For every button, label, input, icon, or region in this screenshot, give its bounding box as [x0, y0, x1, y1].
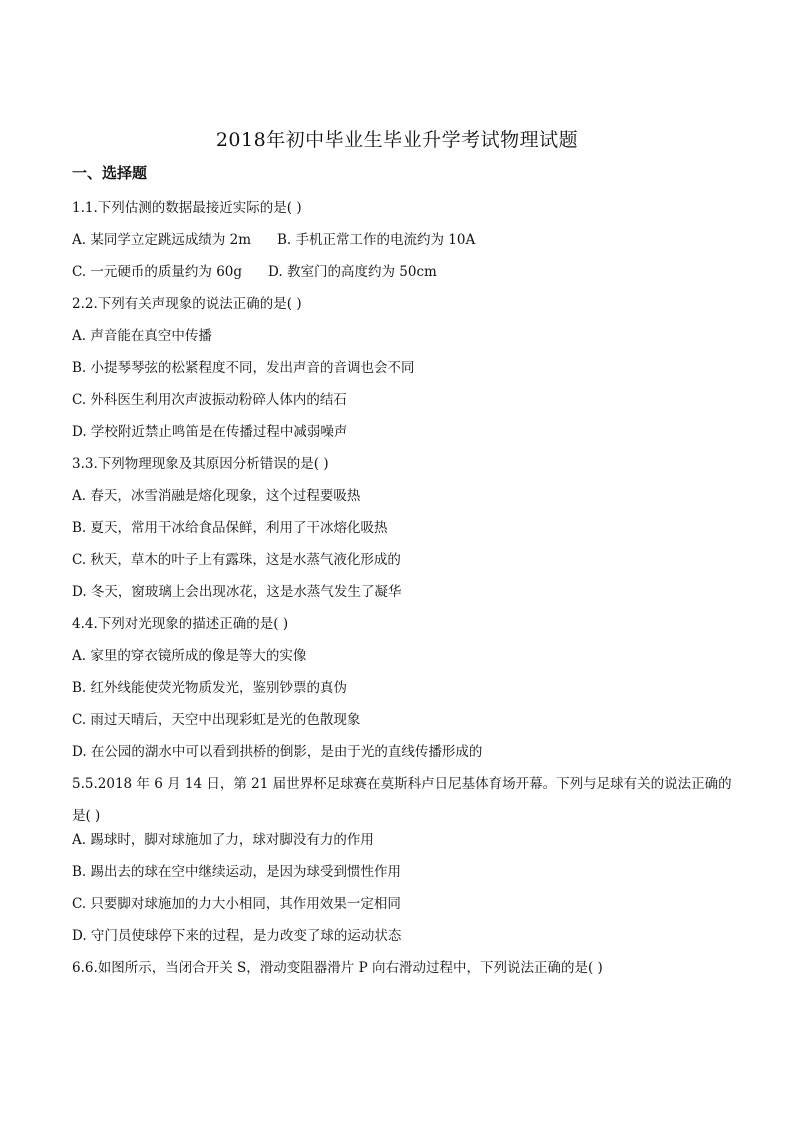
- question-stem-3: 3.3.下列物理现象及其原因分析错误的是( ): [72, 456, 329, 472]
- option-5d: D. 守门员使球停下来的过程，是力改变了球的运动状态: [72, 928, 402, 944]
- option-row: [72, 260, 732, 292]
- option-1d: D. 教室门的高度约为 50cm: [268, 264, 437, 280]
- question-list: [72, 196, 732, 988]
- option-5b: B. 踢出去的球在空中继续运动，是因为球受到惯性作用: [72, 864, 402, 880]
- option-2c: C. 外科医生利用次声波振动粉碎人体内的结石: [72, 392, 347, 408]
- option-1a: A. 某同学立定跳远成绩为 2m: [72, 232, 252, 248]
- question-stem-4: 4.4.下列对光现象的描述正确的是( ): [72, 616, 289, 632]
- question-stem-5: 5.5.2018 年 6 月 14 日，第 21 届世界杯足球赛在莫斯科卢日尼基体育场开幕。下列与足球有关的说法正确的是( ): [72, 776, 732, 824]
- option-3d: D. 冬天，窗玻璃上会出现冰花，这是水蒸气发生了凝华: [72, 584, 402, 600]
- option-4b: B. 红外线能使荧光物质发光，鉴别钞票的真伪: [72, 680, 348, 696]
- option-1c: C. 一元硬币的质量约为 60g: [72, 264, 243, 280]
- option-2b: B. 小提琴琴弦的松紧程度不同，发出声音的音调也会不同: [72, 360, 415, 376]
- option-2d: D. 学校附近禁止鸣笛是在传播过程中减弱噪声: [72, 424, 348, 440]
- option-3b: B. 夏天，常用干冰给食品保鲜，利用了干冰熔化吸热: [72, 520, 388, 536]
- option-3c: C. 秋天，草木的叶子上有露珠，这是水蒸气液化形成的: [72, 552, 401, 568]
- question-stem-2: 2.2.下列有关声现象的说法正确的是( ): [72, 296, 302, 312]
- question-stem-6: 6.6.如图所示，当闭合开关 S，滑动变阻器滑片 P 向右滑动过程中，下列说法正确的是( ): [72, 960, 603, 976]
- option-row: [72, 228, 732, 260]
- option-1b: B. 手机正常工作的电流约为 10A: [277, 232, 476, 248]
- option-3a: A. 春天，冰雪消融是熔化现象，这个过程要吸热: [72, 488, 361, 504]
- option-5a: A. 踢球时，脚对球施加了力，球对脚没有力的作用: [72, 832, 374, 848]
- option-4c: C. 雨过天晴后，天空中出现彩虹是光的色散现象: [72, 712, 361, 728]
- section-heading: 一、选择题: [72, 164, 148, 182]
- option-4a: A. 家里的穿衣镜所成的像是等大的实像: [72, 648, 307, 664]
- page-title: 2018年初中毕业生毕业升学考试物理试题: [215, 129, 579, 151]
- question-stem-1: 1.1.下列估测的数据最接近实际的是( ): [72, 200, 302, 216]
- option-2a: A. 声音能在真空中传播: [72, 328, 212, 344]
- option-5c: C. 只要脚对球施加的力大小相同，其作用效果一定相同: [72, 896, 401, 912]
- option-4d: D. 在公园的湖水中可以看到拱桥的倒影，是由于光的直线传播形成的: [72, 744, 483, 760]
